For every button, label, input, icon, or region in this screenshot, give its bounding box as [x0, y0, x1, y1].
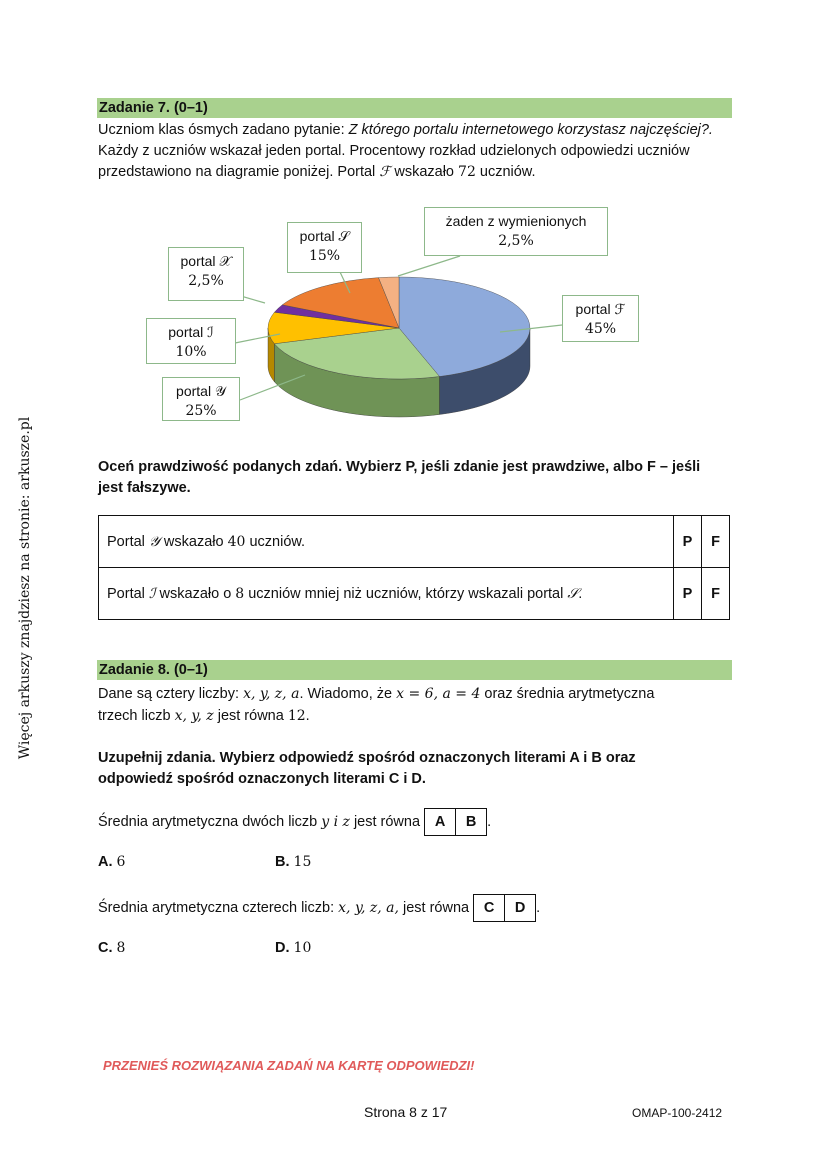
dot: .	[536, 899, 541, 916]
task8-line1	[98, 684, 654, 704]
t: jest równa	[349, 813, 421, 830]
option-d	[275, 938, 311, 958]
t: wskazało o	[155, 585, 236, 602]
task7-instruction: Oceń prawdziwość podanych zdań. Wybierz P, jeśli zdanie jest prawdziwe, albo F – jeśli jest fałszywe.	[98, 459, 701, 496]
label-name: portal 𝒳	[180, 253, 232, 269]
leader-line	[398, 256, 460, 276]
sym: ℱ	[379, 164, 391, 180]
side-watermark: Więcej arkuszy znajdziesz na stronie: arkusze.pl	[17, 416, 33, 760]
label-portal-j	[146, 318, 236, 364]
sym: 𝒴	[148, 533, 160, 550]
label-value: 15%	[308, 248, 341, 264]
task8-line2	[98, 706, 310, 726]
num: 8	[235, 585, 245, 602]
t: Portal	[107, 585, 149, 602]
vars: y i z	[321, 813, 350, 830]
answer-box-ab	[424, 808, 487, 836]
statement-1	[99, 516, 674, 568]
t: uczniów.	[245, 533, 306, 550]
sym: 𝒮	[567, 585, 579, 602]
answer-p-2[interactable]: P	[674, 568, 702, 620]
t: przedstawiono na diagramie poniżej. Portal	[98, 164, 380, 180]
t: trzech liczb	[98, 708, 175, 724]
num: 72	[458, 164, 476, 180]
task8-header: Zadanie 8. (0–1)	[97, 660, 732, 680]
t: wskazało	[390, 164, 459, 180]
label-value: 45%	[584, 321, 617, 337]
num: 12	[287, 708, 306, 724]
t: oraz średnia arytmetyczna	[480, 686, 655, 702]
label-name: portal 𝒴	[176, 383, 226, 399]
t: .	[305, 708, 310, 724]
option-b	[275, 852, 311, 872]
exam-code: OMAP-100-2412	[632, 1106, 723, 1120]
label-none	[424, 207, 608, 256]
t: .	[578, 585, 583, 602]
label-value: 2,5%	[498, 233, 534, 249]
t: jest równa	[398, 899, 470, 916]
eq: x = 6, a = 4	[396, 686, 481, 702]
answer-box-cd	[473, 894, 536, 922]
option-letter: D.	[275, 940, 290, 956]
choice-c[interactable]: C	[483, 900, 495, 916]
intro-text: Uczniom klas ósmych zadano pytanie:	[98, 122, 349, 138]
question-2	[98, 894, 540, 922]
label-value: 2,5%	[188, 273, 224, 289]
answer-f-2[interactable]: F	[702, 568, 730, 620]
label-portal-s	[287, 222, 362, 273]
pie-chart-svg	[0, 0, 828, 450]
table-row	[99, 568, 730, 620]
question-1	[98, 808, 491, 836]
true-false-table	[98, 515, 730, 620]
label-value: 10%	[175, 344, 207, 360]
num: 40	[227, 533, 246, 550]
dot: .	[487, 813, 492, 830]
answer-p-1[interactable]: P	[674, 516, 702, 568]
statement-2	[99, 568, 674, 620]
t: Średnia arytmetyczna dwóch liczb	[98, 813, 322, 830]
option-value: 15	[293, 854, 312, 870]
option-value: 10	[293, 940, 312, 956]
option-value: 8	[116, 940, 126, 956]
label-name: portal ℱ	[575, 301, 626, 317]
task7-line2: Każdy z uczniów wskazał jeden portal. Procentowy rozkład udzielonych odpowiedzi uczniów	[98, 143, 690, 159]
label-value: 25%	[185, 403, 217, 419]
option-letter: C.	[98, 940, 113, 956]
t: wskazało	[159, 533, 228, 550]
pie-chart	[0, 0, 828, 450]
vars: x, y, z	[174, 708, 214, 724]
t: Średnia arytmetyczna czterech liczb:	[98, 899, 339, 916]
vars: x, y, z, a	[243, 686, 300, 702]
t: Dane są cztery liczby:	[98, 686, 244, 702]
choice-a[interactable]: A	[434, 814, 446, 830]
task7-header: Zadanie 7. (0–1)	[97, 98, 732, 118]
option-value: 6	[116, 854, 126, 870]
intro-question: Z którego portalu internetowego korzystasz najczęściej?.	[348, 122, 713, 138]
option-letter: A.	[98, 854, 113, 870]
label-name: żaden z wymienionych	[445, 213, 587, 229]
table-row	[99, 516, 730, 568]
page-number: Strona 8 z 17	[364, 1104, 448, 1120]
task8-instruction: Uzupełnij zdania. Wybierz odpowiedź spośród oznaczonych literami A i B oraz odpowiedź spośród oznaczonych literami C i D.	[98, 750, 636, 787]
label-portal-x	[168, 247, 244, 301]
t: jest równa	[213, 708, 288, 724]
choice-b[interactable]: B	[455, 809, 486, 835]
option-a	[98, 852, 125, 872]
t: . Wiadomo, że	[299, 686, 397, 702]
t: uczniów mniej niż uczniów, którzy wskazali portal	[244, 585, 568, 602]
sym: ℐ	[148, 585, 156, 602]
option-c	[98, 938, 125, 958]
choice-d[interactable]: D	[504, 895, 535, 921]
label-portal-y	[162, 377, 240, 421]
transfer-warning: PRZENIEŚ ROZWIĄZANIA ZADAŃ NA KARTĘ ODPOWIEDZI!	[103, 1058, 475, 1073]
t: uczniów.	[475, 164, 536, 180]
label-name: portal 𝒮	[299, 228, 350, 244]
label-portal-f	[562, 295, 639, 342]
vars: x, y, z, a,	[338, 899, 399, 916]
option-letter: B.	[275, 854, 290, 870]
answer-f-1[interactable]: F	[702, 516, 730, 568]
label-name: portal ℐ	[168, 324, 214, 340]
t: Portal	[107, 533, 149, 550]
